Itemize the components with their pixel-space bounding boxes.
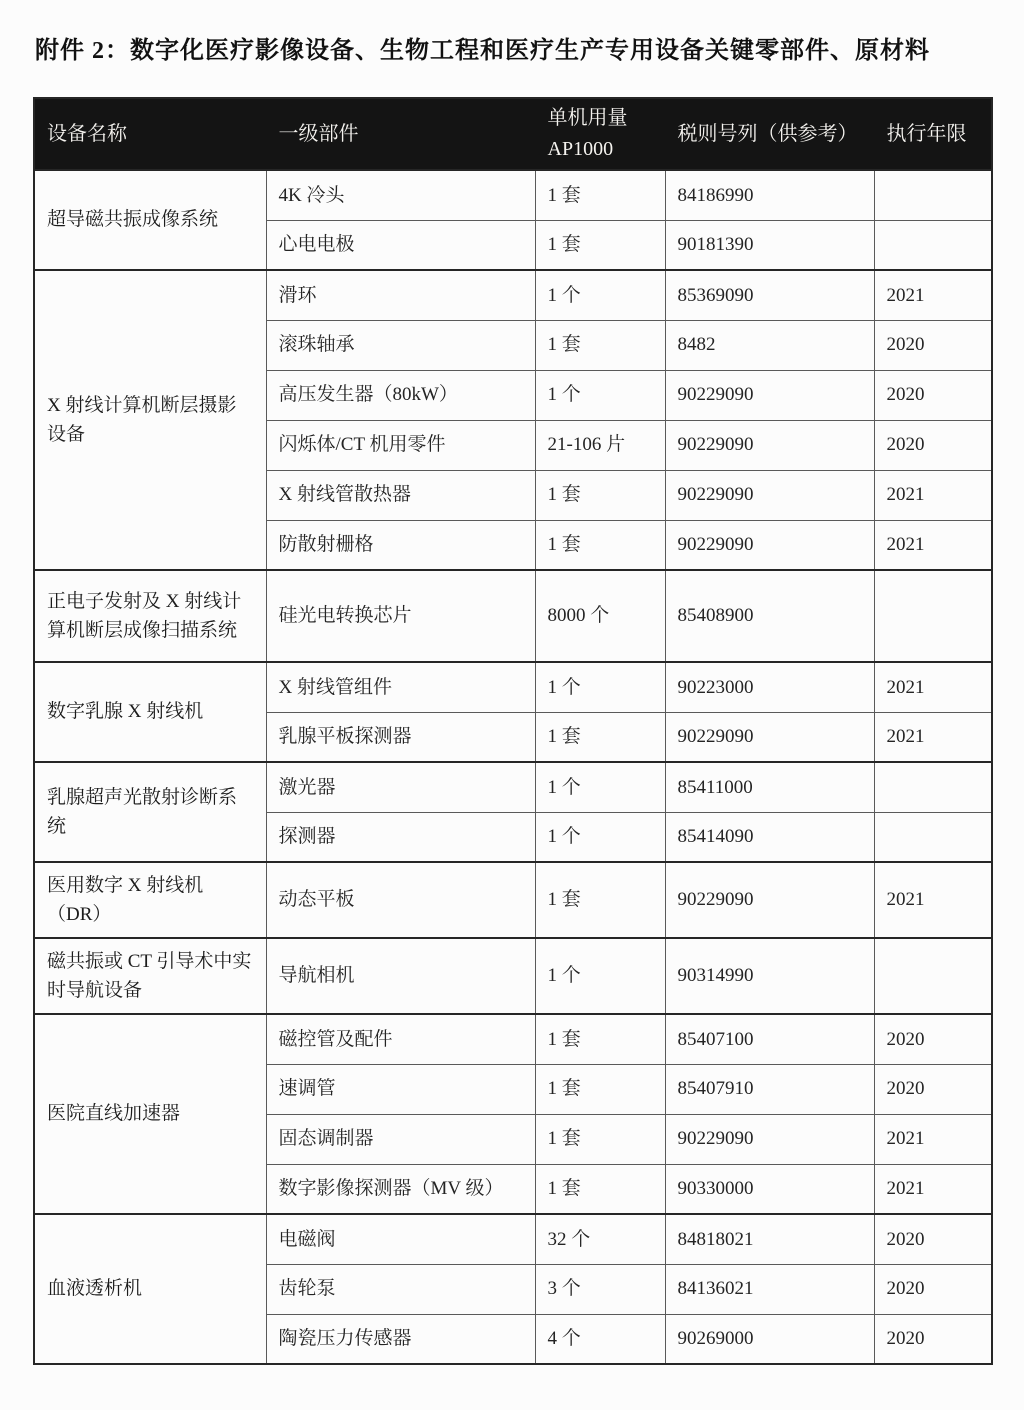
years-cell: 2021 bbox=[874, 862, 992, 938]
tariff-cell: 90229090 bbox=[665, 712, 874, 762]
tariff-cell: 85369090 bbox=[665, 270, 874, 320]
tariff-cell: 90229090 bbox=[665, 862, 874, 938]
table-row bbox=[34, 938, 992, 1014]
component-cell: 陶瓷压力传感器 bbox=[266, 1314, 535, 1364]
years-cell: 2021 bbox=[874, 520, 992, 570]
tariff-cell: 90330000 bbox=[665, 1164, 874, 1214]
column-header-tariff: 税则号列（供参考） bbox=[665, 98, 874, 170]
device-cell: 乳腺超声光散射诊断系统 bbox=[34, 762, 266, 862]
table-header-row bbox=[34, 98, 992, 170]
tariff-cell: 90229090 bbox=[665, 520, 874, 570]
years-cell: 2021 bbox=[874, 270, 992, 320]
component-cell: 激光器 bbox=[266, 762, 535, 812]
tariff-cell: 90181390 bbox=[665, 220, 874, 270]
device-cell: 超导磁共振成像系统 bbox=[34, 170, 266, 270]
tariff-cell: 90269000 bbox=[665, 1314, 874, 1364]
component-cell: 闪烁体/CT 机用零件 bbox=[266, 420, 535, 470]
years-cell bbox=[874, 220, 992, 270]
tariff-cell: 84136021 bbox=[665, 1264, 874, 1314]
component-cell: 滑环 bbox=[266, 270, 535, 320]
component-cell: 硅光电转换芯片 bbox=[266, 570, 535, 662]
years-cell: 2021 bbox=[874, 712, 992, 762]
usage-cell: 1 套 bbox=[535, 320, 665, 370]
component-cell: 探测器 bbox=[266, 812, 535, 862]
component-cell: 4K 冷头 bbox=[266, 170, 535, 220]
parts-table bbox=[33, 97, 993, 1365]
usage-cell: 1 个 bbox=[535, 370, 665, 420]
usage-cell: 1 套 bbox=[535, 1164, 665, 1214]
usage-cell: 1 套 bbox=[535, 1114, 665, 1164]
tariff-cell: 90223000 bbox=[665, 662, 874, 712]
component-cell: 导航相机 bbox=[266, 938, 535, 1014]
usage-cell: 21-106 片 bbox=[535, 420, 665, 470]
tariff-cell: 90314990 bbox=[665, 938, 874, 1014]
tariff-cell: 85411000 bbox=[665, 762, 874, 812]
component-cell: 电磁阀 bbox=[266, 1214, 535, 1264]
usage-cell: 1 套 bbox=[535, 170, 665, 220]
table-row bbox=[34, 170, 992, 220]
component-cell: X 射线管组件 bbox=[266, 662, 535, 712]
years-cell: 2021 bbox=[874, 662, 992, 712]
years-cell: 2020 bbox=[874, 420, 992, 470]
usage-cell: 1 套 bbox=[535, 220, 665, 270]
usage-cell: 1 套 bbox=[535, 520, 665, 570]
usage-cell: 1 套 bbox=[535, 1014, 665, 1064]
table-row bbox=[34, 862, 992, 938]
years-cell bbox=[874, 762, 992, 812]
component-cell: 乳腺平板探测器 bbox=[266, 712, 535, 762]
tariff-cell: 90229090 bbox=[665, 470, 874, 520]
table-row bbox=[34, 270, 992, 320]
years-cell: 2020 bbox=[874, 370, 992, 420]
years-cell: 2020 bbox=[874, 1014, 992, 1064]
usage-cell: 1 个 bbox=[535, 270, 665, 320]
usage-cell: 8000 个 bbox=[535, 570, 665, 662]
years-cell: 2021 bbox=[874, 470, 992, 520]
usage-cell: 32 个 bbox=[535, 1214, 665, 1264]
years-cell: 2021 bbox=[874, 1164, 992, 1214]
tariff-cell: 85407910 bbox=[665, 1064, 874, 1114]
component-cell: 速调管 bbox=[266, 1064, 535, 1114]
years-cell bbox=[874, 570, 992, 662]
usage-cell: 1 套 bbox=[535, 712, 665, 762]
years-cell: 2021 bbox=[874, 1114, 992, 1164]
column-header-device: 设备名称 bbox=[34, 98, 266, 170]
years-cell: 2020 bbox=[874, 1064, 992, 1114]
years-cell bbox=[874, 170, 992, 220]
tariff-cell: 90229090 bbox=[665, 1114, 874, 1164]
table-row bbox=[34, 1214, 992, 1264]
usage-cell: 1 个 bbox=[535, 938, 665, 1014]
usage-cell: 1 个 bbox=[535, 812, 665, 862]
tariff-cell: 90229090 bbox=[665, 420, 874, 470]
component-cell: 动态平板 bbox=[266, 862, 535, 938]
years-cell: 2020 bbox=[874, 1264, 992, 1314]
component-cell: 心电电极 bbox=[266, 220, 535, 270]
usage-cell: 4 个 bbox=[535, 1314, 665, 1364]
column-header-years: 执行年限 bbox=[874, 98, 992, 170]
component-cell: X 射线管散热器 bbox=[266, 470, 535, 520]
device-cell: 正电子发射及 X 射线计算机断层成像扫描系统 bbox=[34, 570, 266, 662]
device-cell: 数字乳腺 X 射线机 bbox=[34, 662, 266, 762]
years-cell: 2020 bbox=[874, 1314, 992, 1364]
tariff-cell: 85408900 bbox=[665, 570, 874, 662]
device-cell: X 射线计算机断层摄影设备 bbox=[34, 270, 266, 570]
device-cell: 医院直线加速器 bbox=[34, 1014, 266, 1214]
usage-cell: 1 套 bbox=[535, 1064, 665, 1114]
component-cell: 固态调制器 bbox=[266, 1114, 535, 1164]
usage-cell: 3 个 bbox=[535, 1264, 665, 1314]
column-header-component: 一级部件 bbox=[266, 98, 535, 170]
tariff-cell: 84186990 bbox=[665, 170, 874, 220]
table-row bbox=[34, 570, 992, 662]
component-cell: 齿轮泵 bbox=[266, 1264, 535, 1314]
years-cell bbox=[874, 812, 992, 862]
tariff-cell: 8482 bbox=[665, 320, 874, 370]
years-cell: 2020 bbox=[874, 1214, 992, 1264]
tariff-cell: 85414090 bbox=[665, 812, 874, 862]
years-cell bbox=[874, 938, 992, 1014]
tariff-cell: 84818021 bbox=[665, 1214, 874, 1264]
usage-cell: 1 套 bbox=[535, 470, 665, 520]
table-row bbox=[34, 1014, 992, 1064]
component-cell: 数字影像探测器（MV 级） bbox=[266, 1164, 535, 1214]
device-cell: 血液透析机 bbox=[34, 1214, 266, 1364]
column-header-usage bbox=[535, 98, 665, 170]
tariff-cell: 85407100 bbox=[665, 1014, 874, 1064]
table-row bbox=[34, 662, 992, 712]
table-row bbox=[34, 762, 992, 812]
page-title: 附件 2：数字化医疗影像设备、生物工程和医疗生产专用设备关键零部件、原材料 bbox=[35, 38, 930, 64]
tariff-cell: 90229090 bbox=[665, 370, 874, 420]
component-cell: 磁控管及配件 bbox=[266, 1014, 535, 1064]
device-cell: 医用数字 X 射线机（DR） bbox=[34, 862, 266, 938]
component-cell: 高压发生器（80kW） bbox=[266, 370, 535, 420]
usage-header-line1: 单机用量 bbox=[547, 107, 628, 129]
usage-cell: 1 个 bbox=[535, 762, 665, 812]
component-cell: 防散射栅格 bbox=[266, 520, 535, 570]
component-cell: 滚珠轴承 bbox=[266, 320, 535, 370]
device-cell: 磁共振或 CT 引导术中实时导航设备 bbox=[34, 938, 266, 1014]
usage-header-line2: AP1000 bbox=[547, 138, 614, 160]
usage-cell: 1 套 bbox=[535, 862, 665, 938]
usage-cell: 1 个 bbox=[535, 662, 665, 712]
years-cell: 2020 bbox=[874, 320, 992, 370]
